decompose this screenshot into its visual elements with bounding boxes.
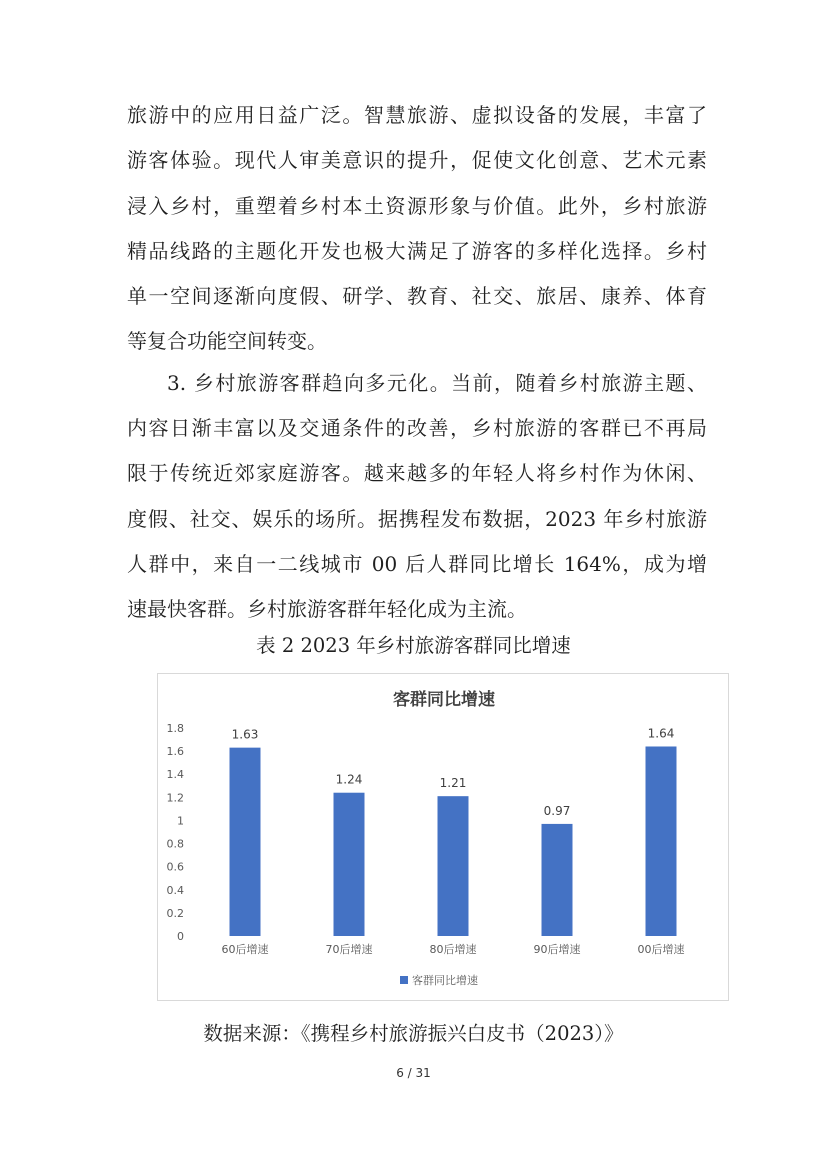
paragraph-line: 旅游中的应用日益广泛。智慧旅游、虚拟设备的发展，丰富了: [127, 103, 707, 127]
page-number: 6 / 31: [396, 1066, 431, 1080]
paragraph-line: 浸入乡村，重塑着乡村本土资源形象与价值。此外，乡村旅游: [127, 193, 707, 218]
y-tick-label: 1.8: [166, 722, 184, 735]
paragraph-2-first: [167, 361, 707, 406]
paragraph-line: 人群中，来自一二线城市 00 后人群同比增长 164%，成为增: [127, 551, 707, 576]
bar: [334, 793, 365, 936]
bar-value-label: 1.63: [231, 727, 259, 742]
table-caption: 表 2 2023 年乡村旅游客群同比增速: [256, 634, 571, 657]
bar: [438, 796, 469, 936]
chart-canvas: [158, 674, 730, 1002]
legend-label: 客群同比增速: [412, 974, 478, 987]
x-tick-label: 00后增速: [637, 943, 685, 956]
paragraph-line: 内容日渐丰富以及交通条件的改善，乡村旅游的客群已不再局: [127, 416, 707, 440]
paragraph-line: 限于传统近郊家庭游客。越来越多的年轻人将乡村作为休闲、: [127, 461, 707, 486]
y-tick-label: 0.8: [166, 837, 184, 851]
chart-legend: [400, 973, 478, 987]
paragraph-1: [127, 93, 707, 365]
bar: [542, 824, 573, 936]
y-tick-label: 0.2: [166, 906, 184, 920]
bar: [646, 746, 677, 936]
paragraph-2: [127, 406, 707, 632]
paragraph-line: 等复合功能空间转变。: [127, 329, 327, 354]
bar-chart: [157, 673, 729, 1001]
y-tick-label: 1.2: [166, 791, 184, 805]
paragraph-line: 游客体验。现代人审美意识的提升，促使文化创意、艺术元素: [127, 148, 707, 173]
paragraph-line: 精品线路的主题化开发也极大满足了游客的多样化选择。乡村: [127, 238, 707, 263]
bar: [230, 748, 261, 936]
bar-value-label: 0.97: [543, 803, 571, 818]
y-tick-label: 1.4: [166, 768, 184, 782]
paragraph-line: 单一空间逐渐向度假、研学、教育、社交、旅居、康养、体育: [127, 284, 707, 309]
y-tick-label: 1.6: [166, 745, 184, 759]
chart-title: 客群同比增速: [393, 690, 495, 710]
paragraph-line: 3. 乡村旅游客群趋向多元化。当前，随着乡村旅游主题、: [167, 371, 707, 395]
y-tick-label: 0.6: [166, 860, 184, 874]
bar-value-label: 1.64: [647, 726, 675, 741]
paragraph-line: 速最快客群。乡村旅游客群年轻化成为主流。: [127, 597, 527, 622]
legend-swatch: [400, 976, 408, 984]
paragraph-line: 度假、社交、娱乐的场所。据携程发布数据，2023 年乡村旅游: [127, 506, 707, 531]
bar-value-label: 1.24: [335, 772, 363, 787]
bar-value-label: 1.21: [439, 776, 467, 791]
y-tick-label: 0.4: [166, 883, 184, 897]
x-tick-label: 90后增速: [533, 943, 581, 956]
x-tick-label: 80后增速: [429, 943, 477, 956]
y-tick-label: 1: [177, 814, 184, 828]
x-tick-label: 60后增速: [221, 943, 269, 956]
x-tick-label: 70后增速: [325, 943, 373, 956]
y-tick-label: 0: [177, 930, 184, 943]
source-note: 数据来源：《携程乡村旅游振兴白皮书（2023）》: [203, 1022, 624, 1045]
